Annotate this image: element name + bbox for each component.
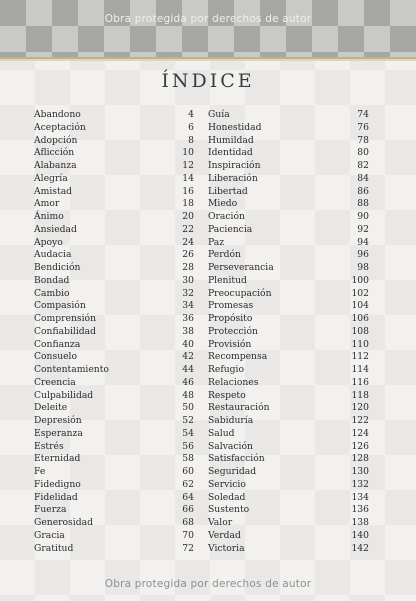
index-page-number: 106	[351, 313, 369, 324]
index-term: Verdad	[208, 529, 241, 541]
index-term: Fe	[34, 466, 46, 477]
index-term: Gracia	[34, 529, 65, 541]
index-term: Perdón	[208, 249, 241, 261]
index-entry	[208, 198, 369, 211]
index-entry	[208, 262, 369, 275]
index-entry	[208, 186, 369, 199]
index-page-number: 52	[182, 415, 194, 426]
index-page-number: 88	[357, 198, 369, 210]
index-page-number: 138	[351, 517, 369, 528]
index-term: Inspiración	[208, 160, 261, 171]
index-term: Protección	[208, 325, 258, 337]
index-entry	[34, 186, 194, 199]
index-page-number: 142	[351, 542, 369, 554]
index-page-number: 18	[182, 198, 194, 210]
index-page-number: 110	[351, 338, 369, 350]
index-term: Amistad	[34, 185, 73, 197]
index-term: Satisfacción	[208, 453, 265, 465]
index-page-number: 62	[182, 478, 194, 490]
index-entry	[34, 147, 194, 160]
index-page-number: 10	[182, 147, 194, 159]
copyright-watermark-bottom: Obra protegida por derechos de autor	[104, 578, 312, 590]
index-entry	[208, 377, 369, 390]
index-term: Comprensión	[34, 313, 97, 324]
index-page-number: 36	[182, 313, 194, 324]
index-entry	[34, 249, 194, 262]
index-entry	[34, 390, 194, 403]
index-entry	[208, 109, 369, 122]
index-page-number: 32	[182, 287, 194, 299]
index-page-number: 84	[357, 172, 369, 184]
index-page-number: 92	[357, 223, 369, 235]
index-entry	[34, 313, 194, 326]
index-term: Fidedigno	[34, 478, 81, 490]
index-entry	[208, 492, 369, 505]
index-page-number: 40	[182, 338, 194, 350]
index-term: Seguridad	[208, 466, 257, 477]
index-entry	[34, 262, 194, 275]
index-term: Apoyo	[34, 236, 63, 248]
index-entry	[34, 122, 194, 135]
index-term: Salvación	[208, 440, 253, 452]
index-entry	[208, 390, 369, 403]
index-page-number: 56	[182, 440, 194, 452]
index-term: Aflicción	[34, 147, 75, 159]
index-entry	[208, 135, 369, 148]
index-entry	[208, 211, 369, 224]
index-term: Sustento	[208, 504, 250, 516]
index-page-number: 66	[182, 504, 194, 516]
index-entry	[208, 517, 369, 530]
index-entry	[34, 415, 194, 428]
index-entry	[34, 377, 194, 390]
index-term: Fidelidad	[34, 491, 78, 503]
index-entry	[208, 479, 369, 492]
index-page-number: 70	[182, 529, 194, 541]
header-pattern-banner	[0, 0, 416, 57]
index-entry	[34, 135, 194, 148]
index-term: Sabiduría	[208, 415, 254, 426]
index-term: Alegría	[34, 172, 68, 184]
index-term: Plenitud	[208, 274, 247, 286]
index-term: Adopción	[34, 134, 78, 146]
index-page-number: 116	[351, 376, 369, 388]
index-page-number: 104	[351, 300, 369, 312]
index-page-number: 98	[357, 262, 369, 273]
index-term: Ánimo	[34, 211, 64, 222]
index-entry	[208, 147, 369, 160]
index-term: Creencia	[34, 376, 76, 388]
index-page-number: 54	[182, 427, 194, 439]
index-page-number: 72	[182, 542, 194, 554]
index-term: Respeto	[208, 389, 246, 401]
index-term: Compasión	[34, 300, 86, 312]
index-term: Libertad	[208, 185, 248, 197]
index-entry	[208, 428, 369, 441]
index-page-number: 46	[182, 376, 194, 388]
index-page-number: 20	[182, 211, 194, 222]
index-term: Preocupación	[208, 287, 272, 299]
index-page-number: 6	[188, 121, 194, 133]
index-entry	[34, 275, 194, 288]
index-term: Perseverancia	[208, 262, 274, 273]
index-term: Aceptación	[34, 121, 86, 133]
index-page-number: 42	[182, 351, 194, 363]
index-page-number: 12	[182, 160, 194, 171]
index-page-number: 130	[351, 466, 369, 477]
index-page-number: 136	[351, 504, 369, 516]
page-title: ÍNDICE	[161, 70, 255, 92]
index-column-right	[208, 109, 369, 555]
index-entry	[34, 237, 194, 250]
index-term: Amor	[34, 198, 60, 210]
index-entry	[34, 504, 194, 517]
index-entry	[208, 543, 369, 556]
index-term: Provisión	[208, 338, 252, 350]
index-term: Bendición	[34, 262, 81, 273]
index-term: Contentamiento	[34, 364, 109, 375]
index-term: Soledad	[208, 491, 246, 503]
index-page-number: 102	[351, 287, 369, 299]
index-page-number: 14	[182, 172, 194, 184]
index-page-number: 94	[357, 236, 369, 248]
index-entry	[208, 300, 369, 313]
index-page-number: 24	[182, 236, 194, 248]
index-page-number: 96	[357, 249, 369, 261]
index-term: Eternidad	[34, 453, 81, 465]
index-page-number: 108	[351, 325, 369, 337]
index-page-number: 16	[182, 185, 194, 197]
index-entry	[208, 275, 369, 288]
index-entry	[208, 466, 369, 479]
index-term: Cambio	[34, 287, 70, 299]
index-entry	[34, 173, 194, 186]
index-page-number: 114	[351, 364, 369, 375]
index-term: Honestidad	[208, 121, 262, 133]
index-entry	[208, 173, 369, 186]
index-entry	[208, 122, 369, 135]
index-term: Esperanza	[34, 427, 83, 439]
copyright-watermark-top: Obra protegida por derechos de autor	[104, 13, 312, 25]
index-page-number: 128	[351, 453, 369, 465]
index-entry	[34, 364, 194, 377]
index-term: Paciencia	[208, 223, 253, 235]
index-page-number: 122	[351, 415, 369, 426]
index-page-number: 124	[351, 427, 369, 439]
index-entry	[34, 211, 194, 224]
index-entry	[208, 504, 369, 517]
index-entry	[34, 198, 194, 211]
index-page-number: 58	[182, 453, 194, 465]
index-term: Culpabilidad	[34, 389, 94, 401]
index-term: Liberación	[208, 172, 258, 184]
index-term: Alabanza	[34, 160, 77, 171]
index-page-number: 80	[357, 147, 369, 159]
index-term: Consuelo	[34, 351, 78, 363]
index-page-number: 86	[357, 185, 369, 197]
index-entry	[34, 288, 194, 301]
index-page-number: 90	[357, 211, 369, 222]
index-page-number: 44	[182, 364, 194, 375]
index-page-number: 22	[182, 223, 194, 235]
index-entry	[34, 466, 194, 479]
index-term: Fuerza	[34, 504, 67, 516]
index-term: Guía	[208, 109, 230, 120]
index-term: Servicio	[208, 478, 246, 490]
index-term: Relaciones	[208, 376, 259, 388]
index-term: Victoria	[208, 542, 245, 554]
index-term: Bondad	[34, 274, 70, 286]
index-entry	[34, 530, 194, 543]
index-entry	[34, 402, 194, 415]
index-page-number: 82	[357, 160, 369, 171]
index-page-number: 76	[357, 121, 369, 133]
index-page-number: 64	[182, 491, 194, 503]
index-term: Estrés	[34, 440, 64, 452]
index-column-left	[34, 109, 194, 555]
index-entry	[34, 441, 194, 454]
index-entry	[34, 543, 194, 556]
index-term: Ansiedad	[34, 223, 77, 235]
index-page-number: 28	[182, 262, 194, 273]
index-page-number: 60	[182, 466, 194, 477]
index-entry	[208, 288, 369, 301]
index-page-number: 68	[182, 517, 194, 528]
index-page-number: 26	[182, 249, 194, 261]
index-page-number: 140	[351, 529, 369, 541]
index-entry	[34, 339, 194, 352]
index-term: Depresión	[34, 415, 82, 426]
index-entry	[208, 160, 369, 173]
index-term: Miedo	[208, 198, 238, 210]
index-page-number: 8	[188, 134, 194, 146]
index-term: Recompensa	[208, 351, 268, 363]
header-shadow-rule	[0, 59, 416, 61]
index-entry	[34, 517, 194, 530]
index-entry	[34, 479, 194, 492]
index-entry	[34, 326, 194, 339]
index-page-number: 120	[351, 402, 369, 414]
index-entry	[34, 351, 194, 364]
index-term: Gratitud	[34, 542, 74, 554]
index-entry	[208, 530, 369, 543]
index-term: Salud	[208, 427, 235, 439]
index-page-number: 78	[357, 134, 369, 146]
index-page-number: 112	[351, 351, 369, 363]
index-page-number: 38	[182, 325, 194, 337]
index-entry	[208, 224, 369, 237]
index-page-number: 118	[351, 389, 369, 401]
index-entry	[34, 109, 194, 122]
index-term: Propósito	[208, 313, 253, 324]
index-term: Confiabilidad	[34, 325, 97, 337]
index-entry	[208, 415, 369, 428]
index-term: Deleite	[34, 402, 68, 414]
index-term: Identidad	[208, 147, 253, 159]
index-page-number: 134	[351, 491, 369, 503]
index-entry	[208, 313, 369, 326]
index-entry	[208, 326, 369, 339]
index-term: Humildad	[208, 134, 254, 146]
index-page-number: 50	[182, 402, 194, 414]
index-term: Valor	[208, 517, 233, 528]
index-term: Oración	[208, 211, 245, 222]
index-page-number: 132	[351, 478, 369, 490]
index-entry	[34, 300, 194, 313]
index-term: Audacia	[34, 249, 72, 261]
index-page-number: 30	[182, 274, 194, 286]
index-entry	[34, 453, 194, 466]
index-term: Promesas	[208, 300, 254, 312]
index-page-number: 48	[182, 389, 194, 401]
index-entry	[208, 249, 369, 262]
index-page-number: 34	[182, 300, 194, 312]
index-page-number: 100	[351, 274, 369, 286]
index-term: Refugio	[208, 364, 245, 375]
index-term: Restauración	[208, 402, 270, 414]
index-entry	[208, 351, 369, 364]
index-entry	[208, 339, 369, 352]
index-entry	[34, 428, 194, 441]
index-term: Generosidad	[34, 517, 93, 528]
index-entry	[208, 364, 369, 377]
index-entry	[34, 492, 194, 505]
index-entry	[34, 160, 194, 173]
index-entry	[208, 441, 369, 454]
index-entry	[208, 237, 369, 250]
index-entry	[34, 224, 194, 237]
index-page-number: 126	[351, 440, 369, 452]
index-term: Confianza	[34, 338, 81, 350]
index-entry	[208, 453, 369, 466]
index-term: Paz	[208, 236, 225, 248]
index-entry	[208, 402, 369, 415]
index-page-number: 4	[188, 109, 194, 120]
index-term: Abandono	[34, 109, 81, 120]
index-page-number: 74	[357, 109, 369, 120]
